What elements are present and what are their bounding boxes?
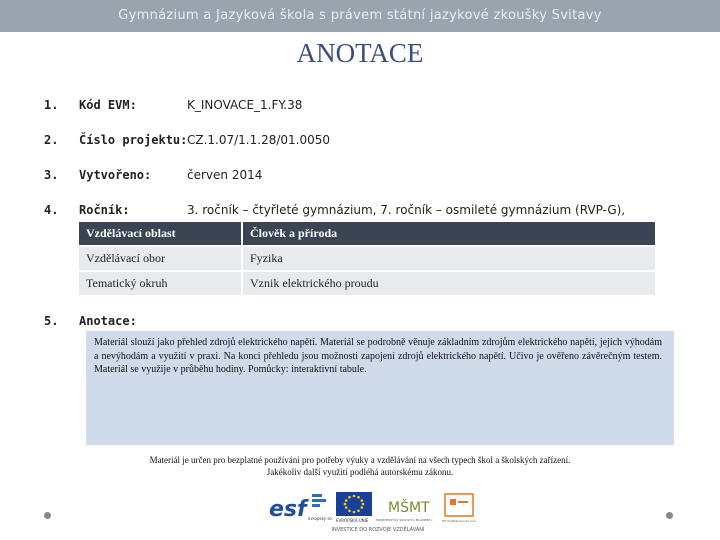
anotace-box (86, 331, 674, 445)
msmt-wordmark: MŠMT (388, 500, 430, 516)
footer-line: Materiál je určen pro bezplatné používání pro potřeby výuky a vzdělávání na všech typech škol a školských zařízení. (149, 455, 571, 465)
investice-caption: INVESTICE DO ROZVOJE VZDĚLÁVÁNÍ (331, 527, 425, 533)
footer-note (100, 454, 620, 478)
anotace-text: Materiál slouží jako přehled zdrojů elektrického napětí. Materiál se podrobně věnuje základním zdrojům elektrického napětí, jejich výhodám a nevýhodám a využití v praxi. Na konci přehledu jsou možnosti zapojení zdrojů elektrického napětí. Učivo je ověřeno závěrečným testem. Materiál se využije v průběhu hodiny. Pomůcky: interaktivní tabule. (94, 337, 662, 375)
row-number: 2. (44, 133, 59, 147)
table-row (79, 272, 655, 295)
op-caption: OP Vzdělávání pro kon (442, 519, 476, 523)
classification-table (79, 220, 655, 297)
op-vk-logo-graphic (442, 492, 476, 524)
table-cell: Fyzika (243, 247, 655, 270)
esf-caption: evropský so (308, 516, 332, 521)
row-number: 1. (44, 98, 59, 112)
footer-line: Jakékoliv další využití podléhá autorskému zákonu. (266, 467, 454, 477)
row-value-kod-evm: K_INOVACE_1.FY.38 (187, 98, 303, 112)
row-value-vytvoreno: červen 2014 (187, 168, 263, 182)
row-label-cislo-projektu: Číslo projektu: (79, 133, 188, 147)
esf-wordmark: esf (269, 497, 307, 522)
msmt-logo-graphic (376, 492, 432, 524)
table-cell: Člověk a příroda (243, 222, 655, 245)
esf-logo-graphic (268, 492, 332, 524)
row-value-rocnik: 3. ročník – čtyřleté gymnázium, 7. ročník – osmileté gymnázium (RVP-G), (187, 203, 626, 217)
msmt-logo (376, 492, 432, 524)
table-cell: Vznik elektrického proudu (243, 272, 655, 295)
table-cell: Vzdělávací obor (79, 247, 243, 270)
msmt-caption: MINISTERSTVO ŠKOLSTVÍ, MLÁDEŽE (376, 518, 431, 522)
row-label-vytvoreno: Vytvořeno: (79, 168, 152, 182)
row-label-kod-evm: Kód EVM: (79, 98, 137, 112)
row-label-rocnik: Ročník: (79, 203, 130, 217)
row-number: 3. (44, 168, 59, 182)
esf-logo (268, 492, 332, 524)
bullet-dot-right (666, 512, 673, 519)
table-row (79, 222, 655, 245)
row-number: 4. (44, 203, 59, 217)
row-value-cislo-projektu: CZ.1.07/1.1.28/01.0050 (187, 133, 331, 147)
op-vk-logo (442, 492, 476, 524)
table-cell: Tematický okruh (79, 272, 243, 295)
header-banner (0, 0, 720, 32)
table-row (79, 247, 655, 270)
page-title: ANOTACE (296, 38, 424, 68)
school-name: Gymnázium a Jazyková škola s právem státní jazykové zkoušky Svitavy (118, 8, 602, 23)
eu-caption: EVROPSKÁ UNIE (336, 518, 369, 523)
eu-flag-graphic (336, 492, 372, 524)
eu-flag (336, 492, 372, 524)
bullet-dot-left (44, 512, 51, 519)
table-cell: Vzdělávací oblast (79, 222, 243, 245)
row-number: 5. (44, 314, 59, 328)
anotace-label: Anotace: (79, 314, 137, 328)
